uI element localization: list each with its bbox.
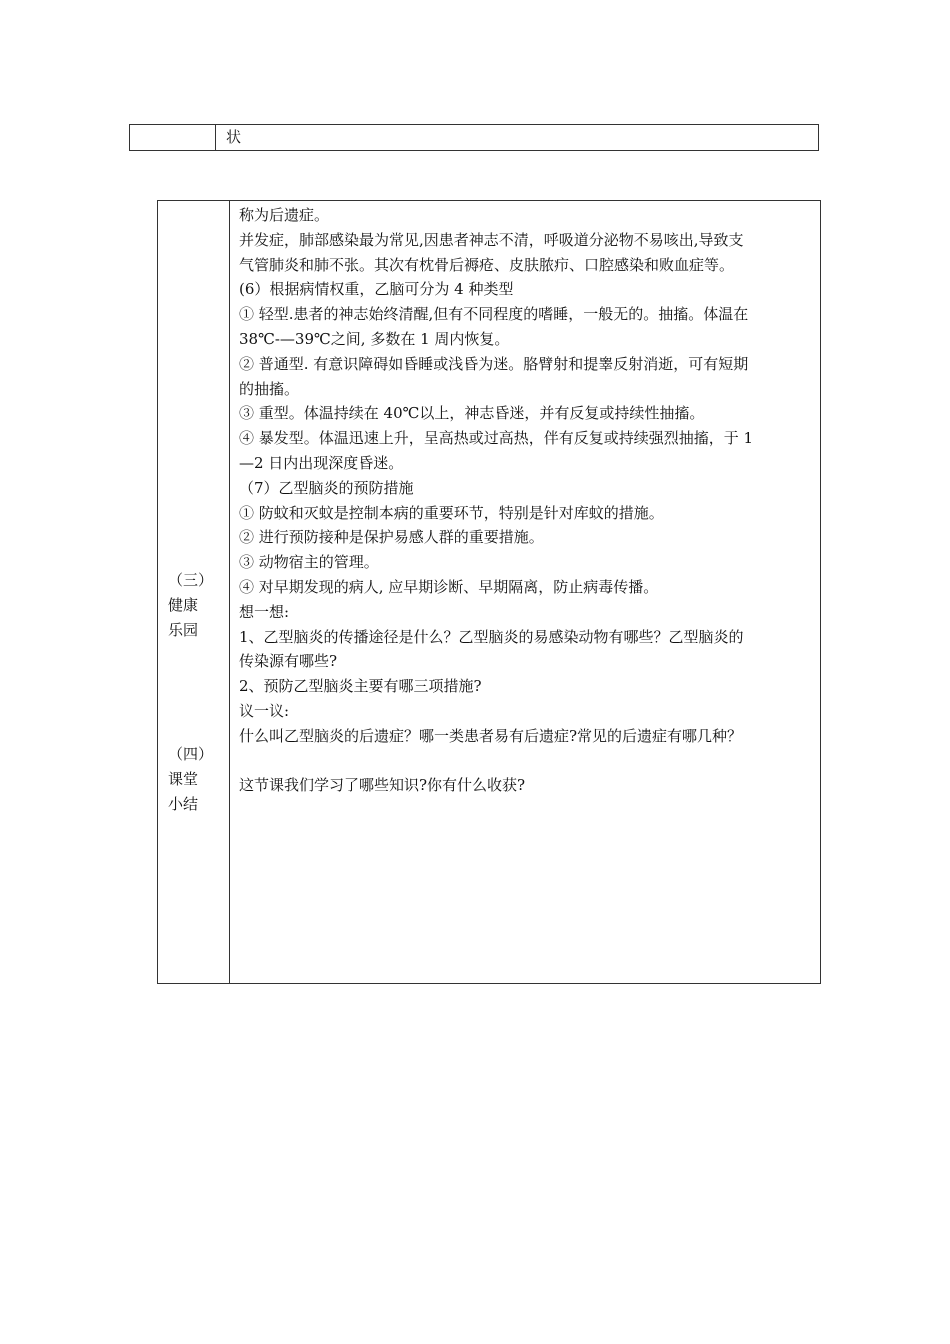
- content-line: ① 轻型.患者的神志始终清醒,但有不同程度的嗜睡，一般无的。抽搐。体温在: [239, 305, 749, 324]
- content-line: 想一想:: [239, 602, 290, 621]
- content-line: （7）乙型脑炎的预防措施: [239, 478, 414, 497]
- content-line: 什么叫乙型脑炎的后遗症？哪一类患者易有后遗症?常见的后遗症有哪几种？: [239, 726, 743, 745]
- content-line: (6）根据病情权重，乙脑可分为 4 种类型: [239, 280, 514, 299]
- content-line: 并发症，肺部感染最为常见,因患者神志不清，呼吸道分泌物不易咳出,导致支: [239, 230, 744, 249]
- top-table: [129, 124, 819, 151]
- section-class-summary: [158, 742, 230, 816]
- blank-line: [239, 749, 810, 774]
- section-column: [158, 201, 230, 983]
- section-number: （四）: [168, 745, 214, 763]
- content-line: 的抽搐。: [239, 379, 300, 398]
- content-line: 议一议:: [239, 701, 290, 720]
- summary-line: 这节课我们学习了哪些知识?你有什么收获?: [239, 776, 526, 795]
- content-line: ③ 重型。体温持续在 40℃以上，神志昏迷，并有反复或持续性抽搐。: [239, 404, 705, 423]
- content-line: 2、预防乙型脑炎主要有哪三项措施?: [239, 677, 482, 696]
- section-number: （三）: [168, 571, 214, 589]
- section-name-line: 小结: [168, 794, 199, 813]
- section-health-park: [158, 568, 230, 642]
- lesson-table: [157, 200, 821, 984]
- content-line: —2 日内出现深度昏迷。: [239, 453, 404, 472]
- content-line: ② 普通型. 有意识障碍如昏睡或浅昏为迷。胳臂射和提睾反射消逝，可有短期: [239, 354, 749, 373]
- content-line: 气管肺炎和肺不张。其次有枕骨后褥疮、皮肤脓疖、口腔感染和败血症等。: [239, 255, 735, 274]
- content-line: ④ 暴发型。体温迅速上升，呈高热或过高热，伴有反复或持续强烈抽搐，于 1: [239, 429, 754, 448]
- top-table-right-cell: 状: [226, 128, 242, 146]
- section-name-line: 健康: [168, 595, 199, 614]
- content-line: ② 进行预防接种是保护易感人群的重要措施。: [239, 528, 544, 547]
- content-line: 称为后遗症。: [239, 206, 330, 224]
- section-name-line: 课堂: [168, 769, 199, 788]
- section-name-line: 乐园: [168, 620, 199, 639]
- content-line: ① 防蚊和灭蚊是控制本病的重要环节，特别是针对库蚊的措施。: [239, 503, 664, 522]
- content-line: ④ 对早期发现的病人, 应早期诊断、早期隔离，防止病毒传播。: [239, 577, 659, 596]
- content-line: 传染源有哪些?: [239, 652, 338, 671]
- content-column: [230, 201, 820, 983]
- content-line: 1、乙型脑炎的传播途径是什么？乙型脑炎的易感染动物有哪些？乙型脑炎的: [239, 627, 744, 646]
- top-table-left-cell: [130, 125, 216, 150]
- content-line: 38℃-—39℃之间, 多数在 1 周内恢复。: [239, 329, 510, 348]
- content-line: ③ 动物宿主的管理。: [239, 553, 379, 572]
